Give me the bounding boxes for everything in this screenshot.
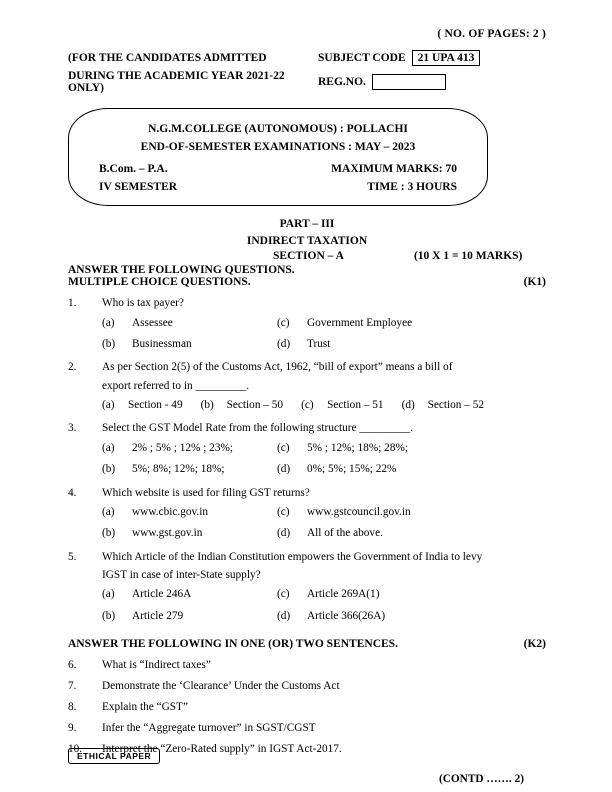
subject-code-label: SUBJECT CODE <box>318 52 406 64</box>
option-label: (a) <box>102 441 115 454</box>
option-c[interactable] <box>277 586 379 602</box>
section-label: SECTION – A <box>273 250 344 263</box>
option-a[interactable] <box>102 315 277 331</box>
part-label: PART – III <box>279 217 335 230</box>
option-text: Businessman <box>132 337 192 350</box>
option-label: (b) <box>102 463 116 476</box>
semester: IV SEMESTER <box>99 180 178 193</box>
semester-time-row <box>87 181 469 193</box>
question-number: 1. <box>68 297 77 310</box>
question-text: Demonstrate the ‘Clearance’ Under the Customs Act <box>102 680 340 693</box>
question-text: What is “Indirect taxes” <box>102 659 211 672</box>
subject-code-group <box>318 50 546 66</box>
option-text: 5% ; 12%; 18%; 28%; <box>307 441 409 454</box>
options <box>102 397 546 413</box>
question-text: As per Section 2(5) of the Customs Act, 1962, “bill of export” means a bill of <box>102 361 453 374</box>
option-row <box>102 525 546 541</box>
short-question-7 <box>68 680 546 692</box>
option-text: Article 269A(1) <box>307 588 380 601</box>
section-b-instruction: ANSWER THE FOLLOWING IN ONE (OR) TWO SENTENCES. <box>68 638 398 651</box>
option-label: (c) <box>277 588 290 601</box>
question-text: Which Article of the Indian Constitution empowers the Government of India to levy <box>102 550 483 563</box>
option-b[interactable] <box>102 336 277 352</box>
subject-title: INDIRECT TAXATION <box>246 234 368 247</box>
part-heading <box>68 216 546 251</box>
option-label: (a) <box>102 316 115 329</box>
option-a[interactable] <box>102 440 277 456</box>
question-head <box>68 549 546 565</box>
no-of-pages-note: ( NO. OF PAGES: 2 ) <box>437 28 546 40</box>
option-text: Section - 49 <box>128 399 183 411</box>
option-label: (a) <box>102 399 115 411</box>
options <box>102 504 546 542</box>
subject-code-value: 21 UPA 413 <box>412 50 481 66</box>
option-label: (b) <box>102 337 116 350</box>
question-number: 8. <box>68 701 77 714</box>
question-1 <box>68 295 546 352</box>
option-label: (c) <box>277 441 290 454</box>
option-row <box>102 608 546 624</box>
option-d[interactable] <box>402 397 494 413</box>
college-info-box <box>68 108 488 206</box>
mcq-heading-row <box>68 276 546 288</box>
header-row-2 <box>68 70 546 94</box>
option-a[interactable] <box>102 397 193 413</box>
option-text: Section – 52 <box>427 399 485 411</box>
question-head <box>68 359 546 375</box>
option-label: (c) <box>301 399 314 411</box>
option-label: (d) <box>277 527 291 540</box>
question-number: 5. <box>68 550 77 563</box>
option-label: (d) <box>277 337 291 350</box>
question-text-cont: IGST in case of inter-State supply? <box>102 569 261 581</box>
option-b[interactable] <box>102 461 277 477</box>
option-c[interactable] <box>277 504 411 520</box>
question-text: Explain the “GST” <box>102 701 188 714</box>
option-text: Section – 50 <box>226 399 284 411</box>
ethical-paper-stamp: ETHICAL PAPER <box>68 748 160 764</box>
option-text: Trust <box>307 337 331 350</box>
option-d[interactable] <box>277 336 330 352</box>
header-row-1 <box>68 50 546 66</box>
question-number: 9. <box>68 722 77 735</box>
option-text: Article 366(26A) <box>307 609 386 622</box>
question-number: 3. <box>68 422 77 435</box>
regno-group <box>318 74 546 90</box>
question-4 <box>68 485 546 542</box>
section-a-row <box>68 250 546 262</box>
exam-title: END-OF-SEMESTER EXAMINATIONS : MAY – 2023 <box>140 140 416 153</box>
question-text: Which website is used for filing GST returns? <box>102 486 310 499</box>
question-text: Infer the “Aggregate turnover” in SGST/CGST <box>102 722 316 735</box>
exam-time: TIME : 3 HOURS <box>367 180 457 193</box>
question-number: 10. <box>68 743 83 756</box>
option-label: (d) <box>277 609 291 622</box>
option-d[interactable] <box>277 525 383 541</box>
question-2 <box>68 359 546 413</box>
option-label: (a) <box>102 588 115 601</box>
option-text: Section – 51 <box>327 399 384 411</box>
short-question-6 <box>68 659 546 671</box>
option-b[interactable] <box>102 608 277 624</box>
option-label: (a) <box>102 505 115 518</box>
course-name: B.Com. – P.A. <box>99 162 168 175</box>
question-5 <box>68 549 546 625</box>
mcq-label: MULTIPLE CHOICE QUESTIONS. <box>68 276 251 289</box>
option-c[interactable] <box>277 315 412 331</box>
option-a[interactable] <box>102 504 277 520</box>
option-text: Government Employee <box>307 316 413 329</box>
options <box>102 440 546 478</box>
option-text: 5%; 8%; 12%; 18%; <box>132 463 225 476</box>
option-row <box>102 586 546 602</box>
option-text: Article 279 <box>132 609 184 622</box>
question-number: 2. <box>68 361 77 374</box>
regno-input-box[interactable] <box>372 74 446 90</box>
course-marks-row <box>87 163 469 175</box>
k1-label: (K1) <box>523 276 546 289</box>
option-row <box>102 397 546 413</box>
option-text: www.cbic.gov.in <box>132 505 209 518</box>
option-d[interactable] <box>277 608 385 624</box>
options <box>102 315 546 353</box>
question-text-cont: export referred to in _________. <box>102 379 250 392</box>
section-b-heading-row <box>68 638 546 650</box>
contd-note: (CONTD ……. 2) <box>438 773 524 786</box>
short-question-8 <box>68 701 546 713</box>
option-text: All of the above. <box>307 527 383 540</box>
option-b[interactable] <box>201 397 293 413</box>
option-d[interactable] <box>277 461 396 477</box>
short-question-9 <box>68 722 546 734</box>
question-text: Select the GST Model Rate from the following structure _________. <box>102 422 414 435</box>
k2-label: (K2) <box>523 638 546 651</box>
option-row <box>102 504 546 520</box>
option-row <box>102 440 546 456</box>
section-marks: (10 X 1 = 10 MARKS) <box>413 250 523 263</box>
candidates-admitted-line2: DURING THE ACADEMIC YEAR 2021-22 ONLY) <box>68 70 285 94</box>
option-label: (d) <box>401 399 415 411</box>
option-text: 0%; 5%; 15%; 22% <box>307 463 397 476</box>
question-head <box>68 295 546 311</box>
question-number: 7. <box>68 680 77 693</box>
option-row <box>102 336 546 352</box>
question-head <box>68 485 546 501</box>
question-text: Interpret the “Zero-Rated supply” in IGST Act-2017. <box>102 743 342 756</box>
question-number: 4. <box>68 486 77 499</box>
question-text: Who is tax payer? <box>102 297 184 310</box>
options <box>102 586 546 624</box>
answer-instruction: ANSWER THE FOLLOWING QUESTIONS. <box>68 264 295 277</box>
option-a[interactable] <box>102 586 277 602</box>
option-label: (b) <box>102 609 116 622</box>
question-3 <box>68 420 546 477</box>
option-c[interactable] <box>301 397 393 413</box>
option-label: (d) <box>277 463 291 476</box>
option-text: Assessee <box>132 316 173 329</box>
option-label: (c) <box>277 505 290 518</box>
option-label: (b) <box>102 527 116 540</box>
option-label: (b) <box>200 399 214 411</box>
question-number: 6. <box>68 659 77 672</box>
candidates-admitted-line1: (FOR THE CANDIDATES ADMITTED <box>68 52 267 64</box>
option-text: www.gst.gov.in <box>132 527 203 540</box>
option-row <box>102 461 546 477</box>
question-head <box>68 420 546 436</box>
option-c[interactable] <box>277 440 408 456</box>
option-text: www.gstcouncil.gov.in <box>307 505 411 518</box>
college-name: N.G.M.COLLEGE (AUTONOMOUS) : POLLACHI <box>148 123 408 135</box>
option-label: (c) <box>277 316 290 329</box>
page-content <box>68 28 546 785</box>
maximum-marks: MAXIMUM MARKS: 70 <box>331 162 457 175</box>
option-row <box>102 315 546 331</box>
option-text: Article 246A <box>132 588 192 601</box>
option-b[interactable] <box>102 525 277 541</box>
regno-label: REG.NO. <box>318 76 366 88</box>
option-text: 2% ; 5% ; 12% ; 23%; <box>132 441 234 454</box>
